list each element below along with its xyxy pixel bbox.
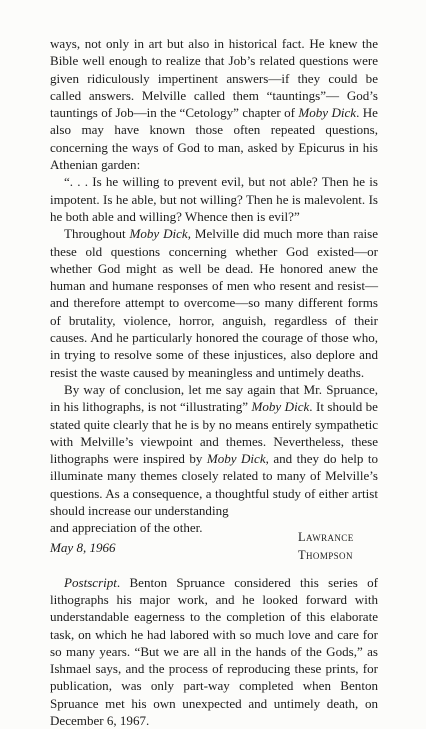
book-title-italic: Moby Dick xyxy=(298,105,357,121)
book-title-italic: Moby Dick xyxy=(206,451,266,467)
paragraph-text: Throughout xyxy=(64,226,130,242)
epicurus-quote: “. . . Is he willing to prevent evil, but not able? Then he is impotent. Is he able, but not willing? Then he is malevolent. Is he both able and willing? Whence then is evil?” xyxy=(50,174,378,224)
paragraph-text: By way of conclusion, let me say again that Mr. Spruance, in his lithographs, is not “illustrating” xyxy=(50,381,378,415)
book-title-italic: Moby Dick xyxy=(251,399,310,415)
page-text xyxy=(50,35,378,729)
paragraph-last-line: and appreciation of the other. xyxy=(50,520,203,536)
paragraph-text: . He also may have known those often repeated questions, concerning the ways of God to man, asked by Epicurus in his Athenian garden: xyxy=(50,105,378,173)
paragraph-moby-dick xyxy=(50,225,378,381)
paragraph-job-epicurus xyxy=(50,35,378,173)
paragraph-text: , Melville did much more than raise these old questions concerning whether God existed—or whether God might as well be dead. He honored anew the human and humane responses of men who resent and resist—and therefore attempt to overcome—so many different forms of brutality, violence, horror, anguish, regardless of their causes. And he particularly honored the courage of those who, in trying to resolve some of these injustices, also deplore and resist the waste caused by meaningless and untimely deaths. xyxy=(50,226,378,380)
essay-date: May 8, 1966 xyxy=(50,540,116,556)
paragraph-text: , and they do help to illuminate many themes closely related to many of Melville’s questions. As a consequence, a thoughtful study of either artist should increase our understanding xyxy=(50,451,378,519)
book-title-italic: Moby Dick xyxy=(129,226,188,242)
postscript-label: Postscript xyxy=(64,574,117,590)
paragraph-text: ways, not only in art but also in historical fact. He knew the Bible well enough to realize that Job’s related questions were given ridiculously impertinent answers—if they could be called answers. Melville called them “tauntings”— God’s tauntings of Job—in the “Cetology” chapter of xyxy=(50,36,378,121)
postscript-text: . Benton Spruance considered this series of lithographs his major work, and he looked forward with understandable eagerness to the completion of this elaborate task, on which he had labored with so much love and care for so many years. “But we are all in the hands of the Gods,” as Ishmael says, and the process of reproducing these prints, for publication, was only part-way completed when Benton Spruance met his own unexpected and untimely death, on December 6, 1967. xyxy=(50,574,378,728)
closing-block xyxy=(50,519,378,562)
paragraph-text: . It should be stated quite clearly that he is by no means entirely sympathetic with Melville’s viewpoint and themes. Nevertheless, these lithographs were inspired by xyxy=(50,399,378,467)
postscript xyxy=(50,574,378,729)
paragraph-conclusion xyxy=(50,381,378,519)
author-signature: Lawrance Thompson xyxy=(298,530,354,562)
